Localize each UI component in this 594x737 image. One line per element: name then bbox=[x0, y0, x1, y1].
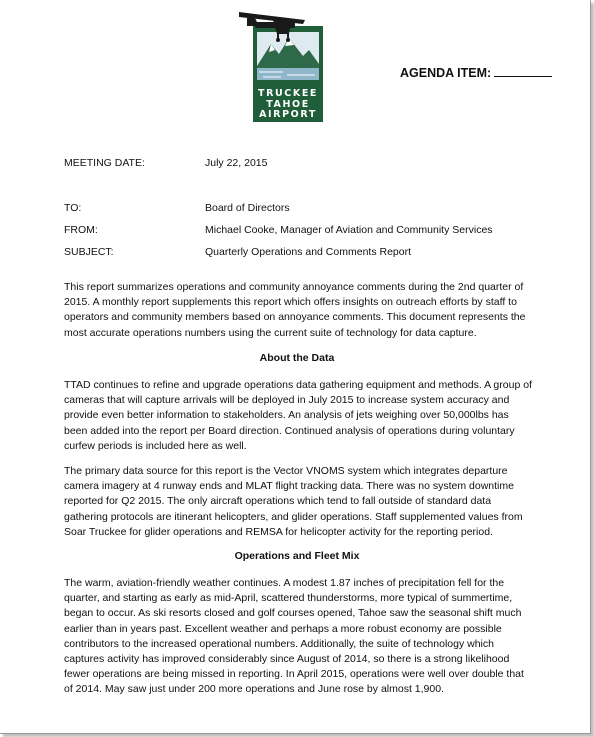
about-data-paragraph-1: TTAD continues to refine and upgrade operations data gathering equipment and methods. A group of cameras that will capture arrivals will be deployed in July 2015 to increase system accuracy and provide even better information to stakeholders. An analysis of jets weighing over 50,000lbs has been added into the report per Board direction. Continued analysis of operations during voluntary curfew periods is included here as well. bbox=[64, 379, 532, 452]
about-data-heading: About the Data bbox=[259, 352, 335, 364]
operations-paragraph: The warm, aviation-friendly weather continues. A modest 1.87 inches of precipitation fell for the quarter, and starting as early as mid-April, scattered thunderstorms, more typical of summertime, began to occur. As ski resorts closed and golf courses opened, Tahoe saw the seasonal shift much earlier than in years past. Excellent weather and perhaps a more robust economy are possible contributors to the increased operational numbers. Additionally, the suite of technology which captures activity has improved considerably since August of 2014, so there is a strong likelihood fewer operations are being missed in reporting. In April 2015, operations were well over double that of 2014. May saw just under 200 more operations and June rose by almost 1,900. bbox=[64, 577, 524, 696]
logo-line-2: TAHOE bbox=[266, 98, 310, 110]
about-data-paragraph-2: The primary data source for this report is the Vector VNOMS system which integrates departure camera imagery at 4 runway ends and MLAT flight tracking data. There was no system downtime reported for Q2 2015. The only aircraft operations which tend to fall outside of standard data gathering protocols are itinerant helicopters, and glider operations. Staff supplemented values from Soar Truckee for glider operations and REMSA for helicopter activity for the reporting period. bbox=[64, 465, 523, 538]
operations-heading: Operations and Fleet Mix bbox=[234, 550, 360, 562]
agenda-item-label: AGENDA ITEM: bbox=[400, 66, 492, 80]
to-value: Board of Directors bbox=[205, 202, 290, 214]
from-label: FROM: bbox=[64, 224, 98, 236]
meeting-date-label: MEETING DATE: bbox=[64, 157, 145, 169]
agenda-item bbox=[400, 66, 552, 80]
logo-line-1: TRUCKEE bbox=[257, 88, 319, 99]
subject-value: Quarterly Operations and Comments Report bbox=[205, 246, 412, 258]
logo-line-3: AIRPORT bbox=[259, 109, 317, 120]
airport-logo bbox=[233, 10, 329, 124]
agenda-item-blank bbox=[494, 66, 552, 77]
subject-label: SUBJECT: bbox=[64, 246, 114, 258]
from-value: Michael Cooke, Manager of Aviation and Community Services bbox=[205, 224, 493, 236]
to-label: TO: bbox=[64, 202, 82, 214]
meeting-date-value: July 22, 2015 bbox=[205, 157, 268, 169]
logo-wordmark bbox=[253, 89, 323, 121]
intro-paragraph: This report summarizes operations and community annoyance comments during the 2nd quarter of 2015. A monthly report supplements this report which offers insights on outreach efforts by staff to operators and community members based on annoyance comments. This document represents the most accurate operations numbers using the current suite of technology for data capture. bbox=[64, 281, 526, 339]
